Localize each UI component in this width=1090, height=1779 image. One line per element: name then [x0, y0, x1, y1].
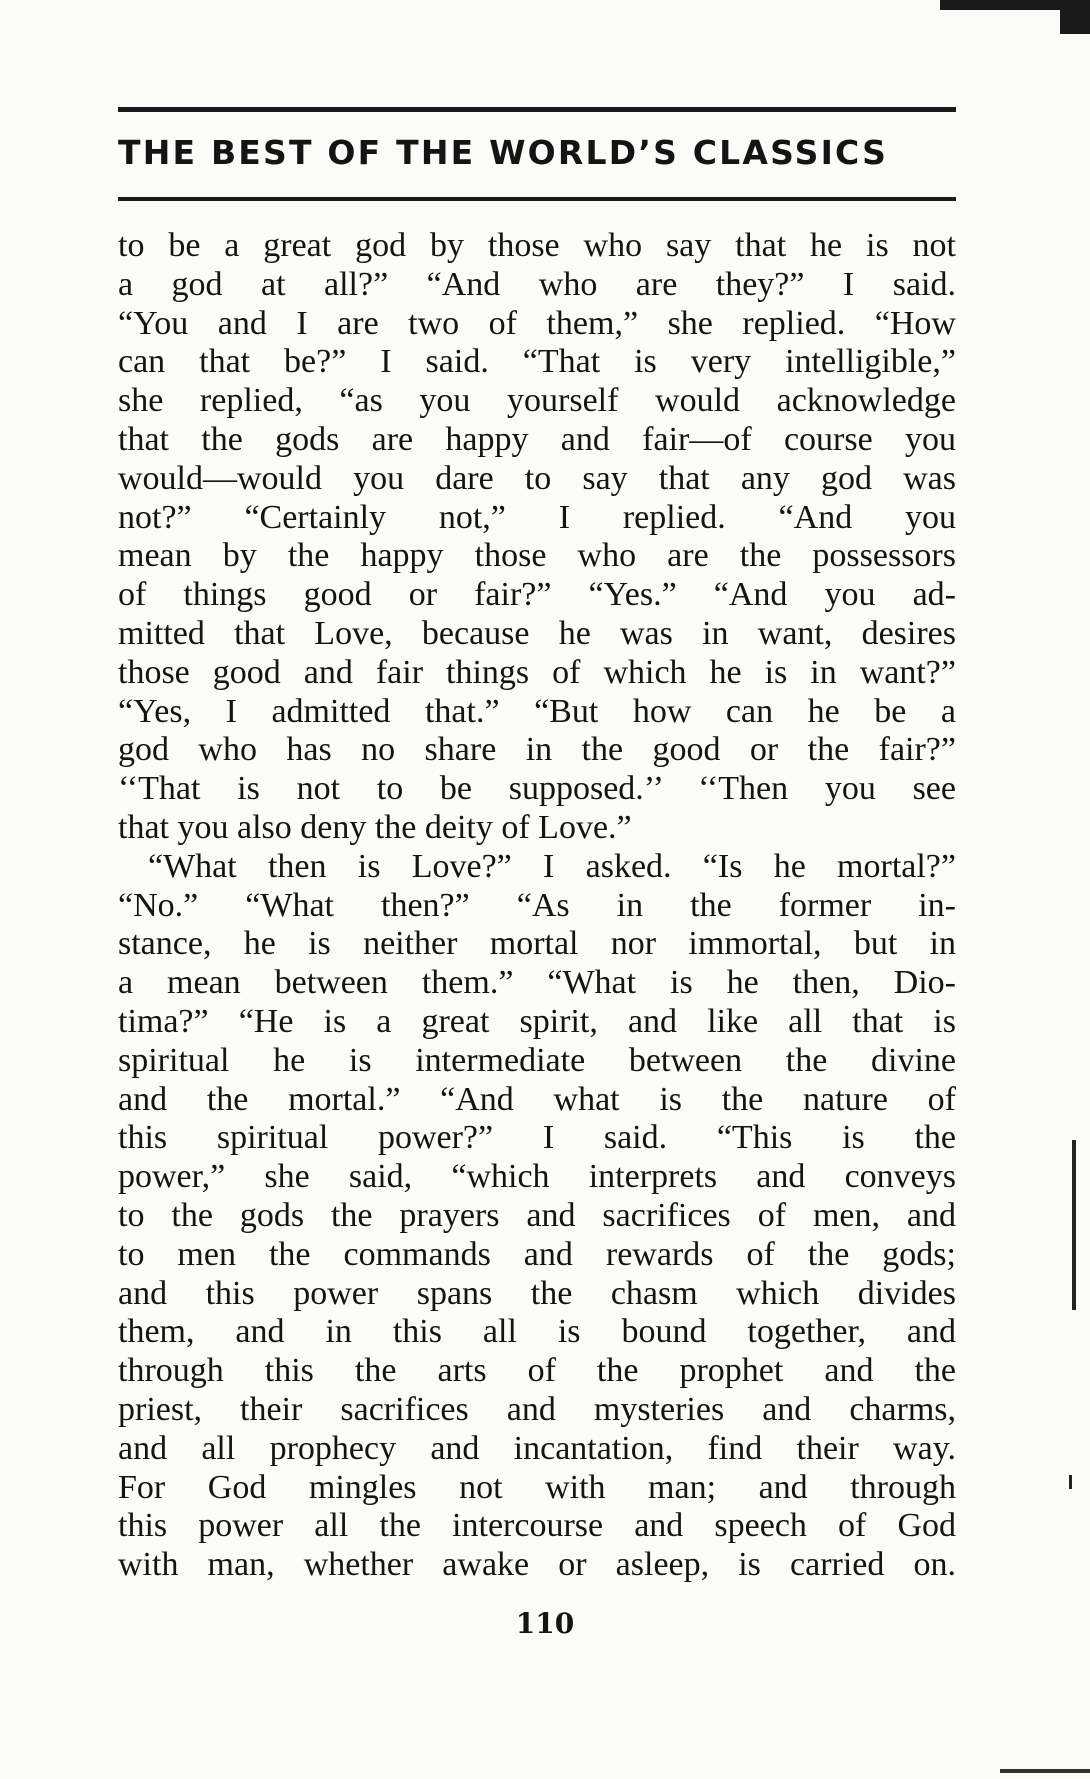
text-line: through this the arts of the prophet and the — [118, 1352, 956, 1390]
text-line: power,” she said, “which interprets and conveys — [118, 1158, 956, 1196]
text-line: can that be?” I said. “That is very intelligible,” — [118, 343, 956, 381]
text-line: “You and I are two of them,” she replied. “How — [118, 304, 956, 342]
text-line: spiritual he is intermediate between the divine — [118, 1041, 956, 1079]
running-head-title: THE BEST OF THE WORLD’S CLASSICS — [118, 133, 889, 172]
text-line: of things good or fair?” “Yes.” “And you ad- — [118, 576, 956, 614]
text-line: to the gods the prayers and sacrifices of men, and — [118, 1196, 956, 1234]
text-line: she replied, “as you yourself would acknowledge — [118, 382, 956, 420]
text-line: that you also deny the deity of Love.” — [118, 808, 632, 846]
page-number: 110 — [515, 1607, 575, 1640]
text-line: with man, whether awake or asleep, is carried on. — [118, 1546, 956, 1584]
text-line: mitted that Love, because he was in want, desires — [118, 614, 956, 652]
text-line: priest, their sacrifices and mysteries and charms, — [118, 1390, 956, 1428]
text-line: stance, he is neither mortal nor immortal, but in — [118, 925, 956, 963]
text-line: this spiritual power?” I said. “This is the — [118, 1119, 956, 1157]
paragraph-2 — [118, 848, 956, 1585]
text-line: a mean between them.” “What is he then, Dio- — [118, 964, 956, 1002]
text-line: not?” “Certainly not,” I replied. “And you — [118, 498, 956, 536]
text-line: For God mingles not with man; and through — [118, 1468, 956, 1506]
paragraph-1 — [118, 227, 956, 848]
text-line: a god at all?” “And who are they?” I said. — [118, 265, 956, 303]
text-line: “No.” “What then?” “As in the former in- — [118, 886, 956, 924]
text-line: to men the commands and rewards of the gods; — [118, 1235, 956, 1273]
text-line: that the gods are happy and fair—of course you — [118, 420, 956, 458]
text-line: to be a great god by those who say that he is not — [118, 227, 956, 264]
text-line: “Yes, I admitted that.” “But how can he be a — [118, 692, 956, 730]
margin-mark — [1069, 1475, 1072, 1489]
text-line: them, and in this all is bound together, and — [118, 1313, 956, 1351]
text-line: this power all the intercourse and speech of God — [118, 1507, 956, 1545]
header-top-rule — [118, 107, 956, 112]
text-line: “What then is Love?” I asked. “Is he mortal?” — [148, 847, 956, 885]
header-bottom-rule — [118, 197, 956, 201]
text-line: would—would you dare to say that any god was — [118, 459, 956, 497]
text-line: and the mortal.” “And what is the nature of — [118, 1080, 956, 1118]
text-line: mean by the happy those who are the possessors — [118, 537, 956, 575]
text-line: tima?” “He is a great spirit, and like all that is — [118, 1002, 956, 1040]
margin-mark — [1072, 1140, 1076, 1310]
text-line: ‘‘That is not to be supposed.’’ ‘‘Then you see — [118, 770, 956, 808]
text-line: and all prophecy and incantation, find their way. — [118, 1429, 956, 1467]
text-line: and this power spans the chasm which divides — [118, 1274, 956, 1312]
body-text — [118, 227, 956, 1585]
page-corner-mark — [940, 0, 1090, 36]
text-line: god who has no share in the good or the fair?” — [118, 731, 956, 769]
text-line: those good and fair things of which he is in want?” — [118, 653, 956, 691]
page-bottom-mark — [1000, 1769, 1090, 1773]
